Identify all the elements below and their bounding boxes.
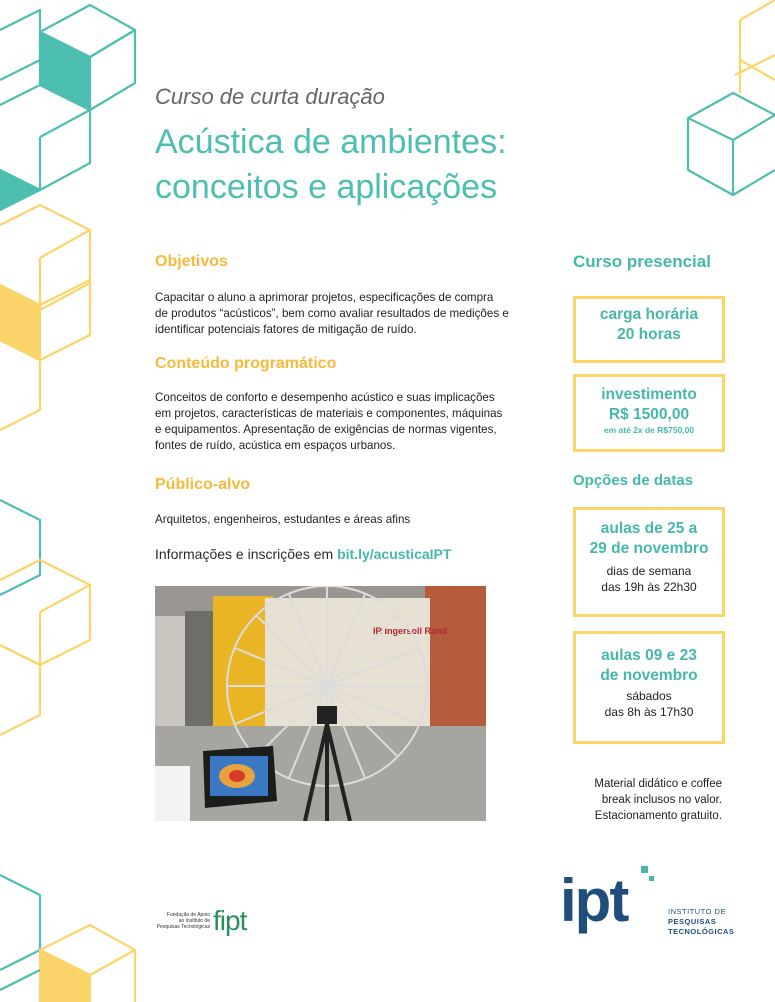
ipt-logo-dot-icon [641,866,648,873]
price-box [573,374,725,452]
workload-label: carga horária [599,306,699,323]
objetivos-heading: Objetivos [155,253,228,270]
title-line-2: conceitos e aplicações [155,168,498,206]
conteudo-text [155,390,555,454]
fipt-logo: fipt [213,905,247,936]
objetivos-line: Capacitar o aluno a aprimorar projetos, especificações de compra [155,291,494,304]
ipt-institution-name [668,907,734,937]
conteudo-line: Conceitos de conforto e desempenho acústico e suas implicações [155,391,495,404]
date-option-2 [573,631,725,744]
fipt-caption-line: Pesquisas Tecnológicas [156,924,210,930]
footnote-line: Estacionamento gratuito. [594,810,722,822]
footnote-line: Material didático e coffee [594,778,722,790]
date-option-2-line2: de novembro [600,667,698,684]
objetivos-line: identificar potenciais fatores de mitigação de ruído. [155,323,417,336]
ipt-name-line: INSTITUTO DE [668,907,726,916]
publico-heading: Público-alvo [155,476,251,493]
conteudo-heading: Conteúdo programático [155,355,337,372]
course-mode-heading: Curso presencial [573,252,711,271]
course-subtitle: Curso de curta duração [155,84,385,109]
price-installments: em até 2x de R$750,00 [603,425,695,435]
date-option-2-hours: das 8h às 17h30 [604,705,694,719]
footnote-line: break inclusos no valor. [601,794,722,806]
date-option-1-hours: das 19h às 22h30 [601,580,697,594]
price-label: investimento [601,386,697,403]
photo-sign-text: IR Ingersoll Rand [373,626,448,636]
info-prefix: Informações e inscrições em [155,546,334,562]
conteudo-line: em projetos, características de materiais e componentes, máquinas [155,407,503,420]
conteudo-line: fontes de ruído, acústica em espaços urbanos. [155,439,396,452]
publico-text: Arquitetos, engenheiros, estudantes e áreas afins [155,513,411,526]
ipt-name-line: TECNOLÓGICAS [668,927,735,936]
ipt-logo-dot-small-icon [649,876,654,881]
date-option-2-days: sábados [626,689,672,703]
workload-value: 20 horas [617,326,681,343]
date-option-1-days: dias de semana [606,564,692,578]
date-option-1 [573,507,725,617]
page-title [155,120,507,210]
objetivos-text [155,290,555,338]
title-line-1: Acústica de ambientes: [155,123,507,161]
fipt-caption-line: Fundação de Apoio [166,912,210,918]
date-option-1-line1: aulas de 25 a [600,520,698,537]
ipt-logo: ipt [560,867,628,934]
acoustic-camera-illustration [155,586,486,821]
conteudo-line: e equipamentos. Apresentação de exigências de normas vigentes, [155,423,497,436]
registration-link[interactable]: bit.ly/acusticaIPT [337,546,452,562]
info-line [155,546,451,562]
workload-box [573,296,725,363]
ipt-name-line: PESQUISAS [668,917,717,926]
price-value: R$ 1500,00 [608,406,690,423]
date-option-1-line2: 29 de novembro [589,540,709,557]
equipment-photo [155,586,486,821]
dates-heading: Opções de datas [573,472,694,489]
date-option-2-line1: aulas 09 e 23 [601,647,697,664]
fipt-caption-line: ao Instituto de [178,918,210,924]
objetivos-line: de produtos “acústicos”, bem como avaliar resultados de medições e [155,307,509,320]
fipt-caption [150,912,210,930]
included-footnote [560,776,722,824]
